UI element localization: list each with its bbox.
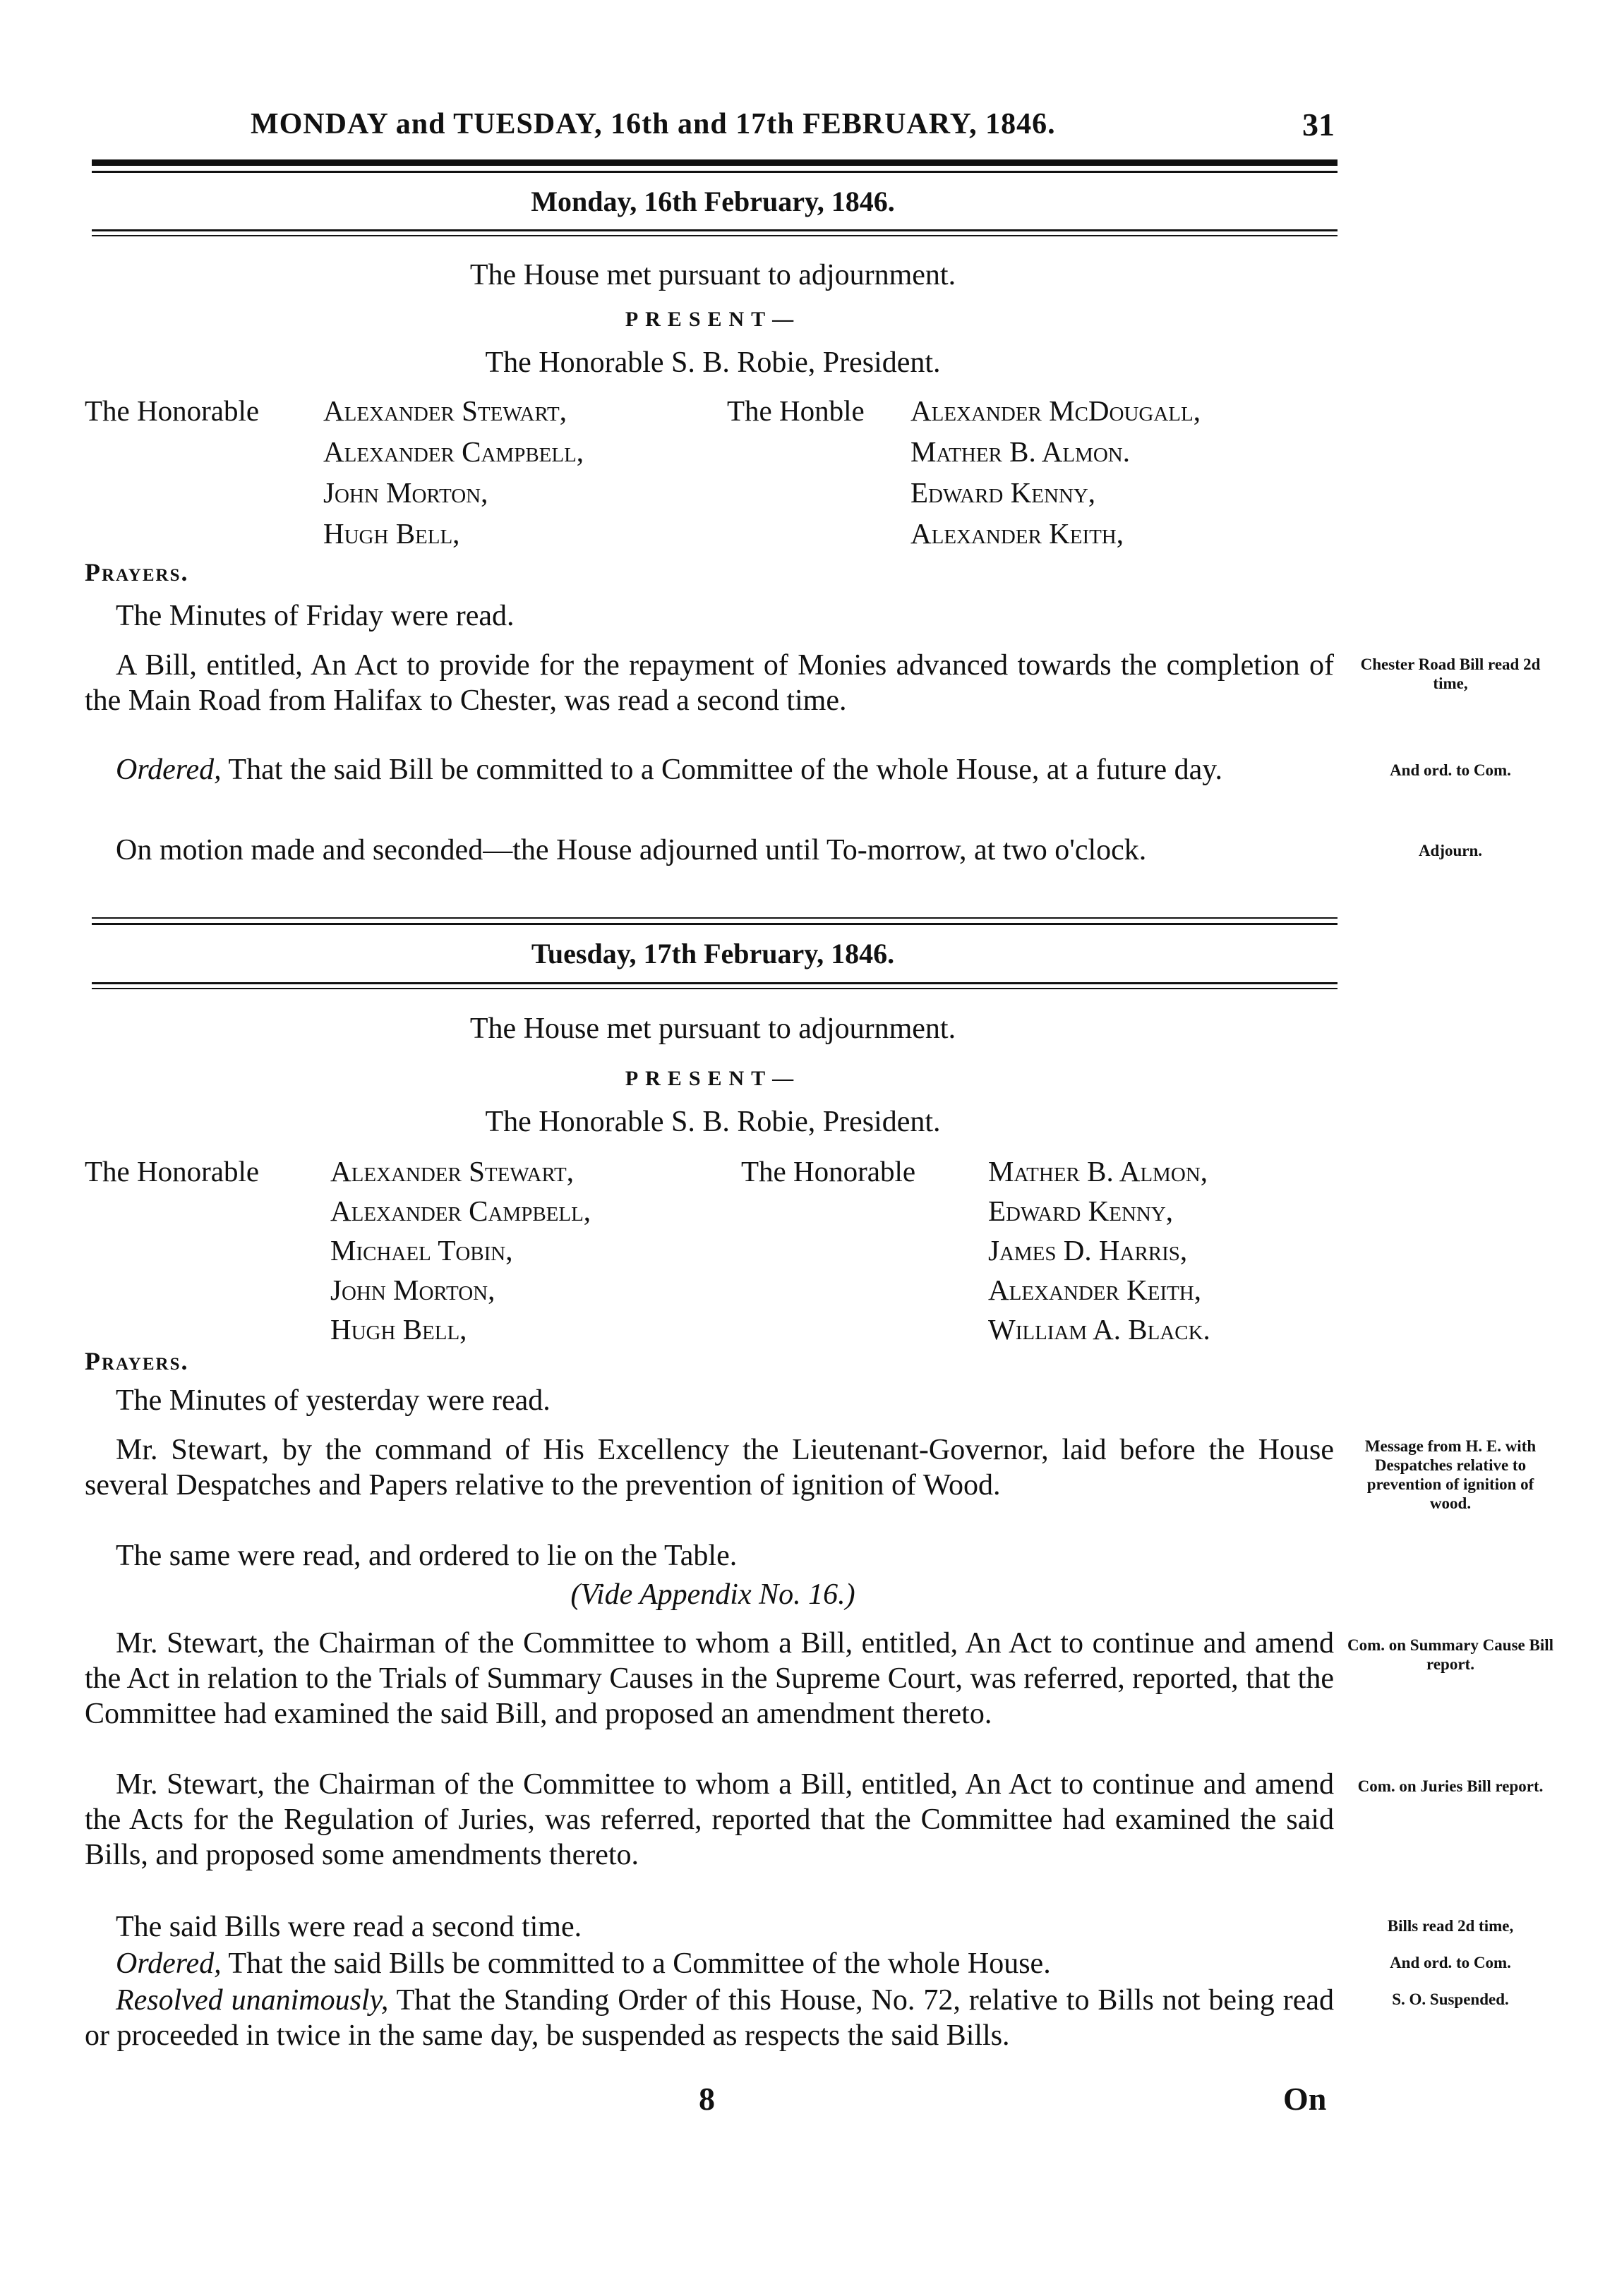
paragraph <box>85 1983 1334 2053</box>
paragraph: The said Bills were read a second time. <box>116 1911 582 1943</box>
member: Edward Kenny, <box>910 476 1096 509</box>
member: Alexander Keith, <box>988 1274 1202 1306</box>
appendix-reference: (Vide Appendix No. 16.) <box>570 1578 855 1611</box>
paragraph: Mr. Stewart, the Chairman of the Committee to whom a Bill, entitled, An Act to continue and amend the Acts for the Regulation of Juries, was referred, reported that the Committee had examined the said Bills, and proposed some amendments thereto. <box>85 1768 1334 1871</box>
signature-mark: 8 <box>699 2081 715 2117</box>
member: John Morton, <box>323 476 488 509</box>
margin-note: And ord. to Com. <box>1390 761 1511 779</box>
margin-note: Bills read 2d time, <box>1387 1917 1514 1935</box>
margin-note: S. O. Suspended. <box>1392 1990 1509 2008</box>
divider <box>92 982 1338 984</box>
header-rule-thin <box>92 171 1338 173</box>
emphasis: Resolved unanimously, <box>116 1984 389 2017</box>
margin-note: Com. on Summary Cause Bill report. <box>1347 1636 1553 1673</box>
members-prefix-right: The Honble <box>727 394 865 427</box>
paragraph: A Bill, entitled, An Act to provide for the repayment of Monies advanced towards the completion of the Main Road from Halifax to Chester, was read a second time. <box>85 649 1334 717</box>
members-prefix-left: The Honorable <box>85 394 260 427</box>
paragraph-text: That the said Bills be committed to a Committee of the whole House. <box>221 1947 1051 1980</box>
member: Hugh Bell, <box>323 517 460 550</box>
paragraph: Mr. Stewart, the Chairman of the Committee to whom a Bill, entitled, An Act to continue and amend the Act in relation to the Trials of Summary Causes in the Supreme Court, was referred, reported, that the Committee had examined the said Bill, and proposed an amendment thereto. <box>85 1627 1334 1730</box>
emphasis: Ordered, <box>116 754 222 786</box>
met-statement: The House met pursuant to adjournment. <box>469 1013 956 1045</box>
page-number: 31 <box>1302 107 1335 143</box>
member: Michael Tobin, <box>330 1234 513 1267</box>
member: John Morton, <box>330 1274 495 1306</box>
president-line: The Honorable S. B. Robie, President. <box>485 1106 941 1138</box>
member: William A. Black. <box>988 1313 1210 1346</box>
member: Mather B. Almon, <box>988 1155 1208 1188</box>
day-heading-monday: Monday, 16th February, 1846. <box>531 186 895 217</box>
paragraph <box>85 752 1334 787</box>
president-line: The Honorable S. B. Robie, President. <box>485 346 941 379</box>
prayers: Prayers. <box>85 1347 189 1375</box>
member: Mather B. Almon. <box>910 435 1130 468</box>
member: James D. Harris, <box>988 1234 1188 1267</box>
margin-note: Adjourn. <box>1418 842 1483 859</box>
header-rule-thick <box>92 159 1338 166</box>
margin-note: Message from H. E. with Despatches relative to prevention of ignition of wood. <box>1364 1437 1537 1512</box>
member: Edward Kenny, <box>988 1195 1174 1227</box>
margin-note: Chester Road Bill read 2d time, <box>1360 655 1541 692</box>
prayers: Prayers. <box>85 558 189 586</box>
members-prefix-left: The Honorable <box>85 1155 260 1188</box>
paragraph: The Minutes of Friday were read. <box>116 600 515 632</box>
paragraph: The same were read, and ordered to lie on the Table. <box>116 1540 738 1572</box>
paragraph: Mr. Stewart, by the command of His Excellency the Lieutenant-Governor, laid before the House several Despatches and Papers relative to the prevention of ignition of Wood. <box>85 1434 1334 1502</box>
day-heading-tuesday: Tuesday, 17th February, 1846. <box>531 938 895 969</box>
paragraph-text: That the said Bill be committed to a Committee of the whole House, at a future day. <box>221 754 1223 786</box>
paragraph: The Minutes of yesterday were read. <box>116 1384 551 1417</box>
divider <box>92 923 1338 925</box>
divider <box>92 229 1338 231</box>
margin-note: And ord. to Com. <box>1390 1954 1511 1971</box>
running-header: MONDAY and TUESDAY, 16th and 17th FEBRUARY, 1846. <box>251 108 1056 140</box>
member: Alexander Stewart, <box>323 394 567 427</box>
member: Alexander Campbell, <box>330 1195 591 1227</box>
divider <box>92 988 1338 989</box>
member: Alexander Stewart, <box>330 1155 575 1188</box>
catchword: On <box>1283 2081 1327 2117</box>
paragraph-text: That the Standing Order of this House, No. 72, relative to Bills not being read or proceeded in twice in the same day, be suspended as respects the said Bills. <box>85 1984 1334 2052</box>
met-statement: The House met pursuant to adjournment. <box>469 259 956 291</box>
divider <box>92 917 1338 919</box>
divider <box>92 235 1338 236</box>
members-prefix-right: The Honorable <box>741 1155 916 1188</box>
member: Alexander Keith, <box>910 517 1124 550</box>
emphasis: Ordered, <box>116 1947 222 1980</box>
member: Alexander McDougall, <box>910 394 1201 427</box>
present-label: PRESENT— <box>625 1067 801 1090</box>
paragraph: On motion made and seconded—the House adjourned until To-morrow, at two o'clock. <box>116 834 1147 866</box>
present-label: PRESENT— <box>625 308 801 331</box>
member: Hugh Bell, <box>330 1313 467 1346</box>
margin-note: Com. on Juries Bill report. <box>1357 1777 1544 1795</box>
paragraph <box>85 1946 1334 1981</box>
member: Alexander Campbell, <box>323 435 584 468</box>
